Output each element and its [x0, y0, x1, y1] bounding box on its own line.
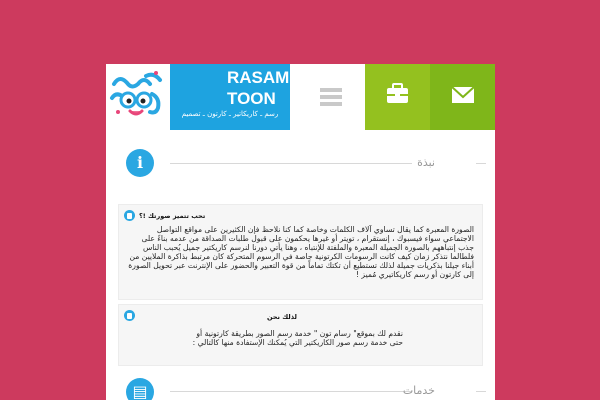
site-header [106, 64, 495, 130]
divider [476, 163, 486, 164]
envelope-icon [430, 64, 495, 130]
card-2-body: نقدم لك بموقع" رسام تون " خدمة رسم الصور بطريقة كارتونية أو حتى خدمة رسم صور الكاريكتير التي يُمكنك الإستفادة منها كالتالي : [192, 329, 403, 347]
logo-mascot-icon [106, 64, 170, 130]
brand-block[interactable] [170, 64, 290, 130]
about-card-1 [118, 204, 483, 300]
contact-button[interactable] [430, 64, 495, 130]
divider [476, 391, 486, 392]
services-icon: ▤ [126, 378, 154, 400]
about-title: نبذة [417, 156, 435, 169]
divider [170, 391, 412, 392]
card-2-title: لذلك نحن [267, 313, 297, 321]
card-1-title: تحب تتميز صورتك !؟ [139, 212, 206, 220]
divider [170, 163, 412, 164]
brand-name-line2: TOON [227, 89, 276, 108]
briefcase-icon [365, 64, 430, 130]
about-card-2 [118, 304, 483, 366]
brand-tagline: رسم ـ كاريكاتير ـ كارتون ـ تصميم [181, 110, 279, 118]
services-title: خدمات [402, 384, 435, 397]
menu-button[interactable] [290, 64, 365, 130]
card-1-body: الصورة المعبرة كما يقال تساوي آلاف الكلمات وخاصة كما كنا نلاحظ فإن الكثيرين على مواقع التواصل الاجتماعي سواء فيسبوك ، إنستقرام ، تويتر أو غيرها يحكمون على قبول طلبات الصداقة من عدمه بناءً على جذب إنتباههم بالصورة الجميلة المعبرة والملفتة للإنتباه ، وهنا يأتي دورنا لنرسم كاريكتير جميل يُحبب الناس فلطالما نتذكر زمان كيف كانت الرسومات الكرتونية جاصة في الرسوم المتحركة كان مرتبط بذاكرة الملايين من أبناء جيلنا بذكريات جميلة لذلك تستطيع أن تكتك تماماً من قوة التعبير والحضور على الإنترنت عبر تحويل الصورة إلى كارتون أو رسم كاريكاتيري مُميز ! [128, 225, 474, 279]
page-container [106, 64, 495, 400]
document-icon [124, 210, 135, 221]
portfolio-button[interactable] [365, 64, 430, 130]
brand-name-line1: RASAM [227, 68, 290, 87]
info-icon: i [126, 149, 154, 177]
hamburger-icon-bar [320, 95, 342, 99]
hamburger-icon-bar [320, 102, 342, 106]
about-section-header [106, 130, 495, 190]
hamburger-icon [320, 88, 342, 92]
document-icon [124, 310, 135, 321]
logo[interactable] [106, 64, 170, 130]
